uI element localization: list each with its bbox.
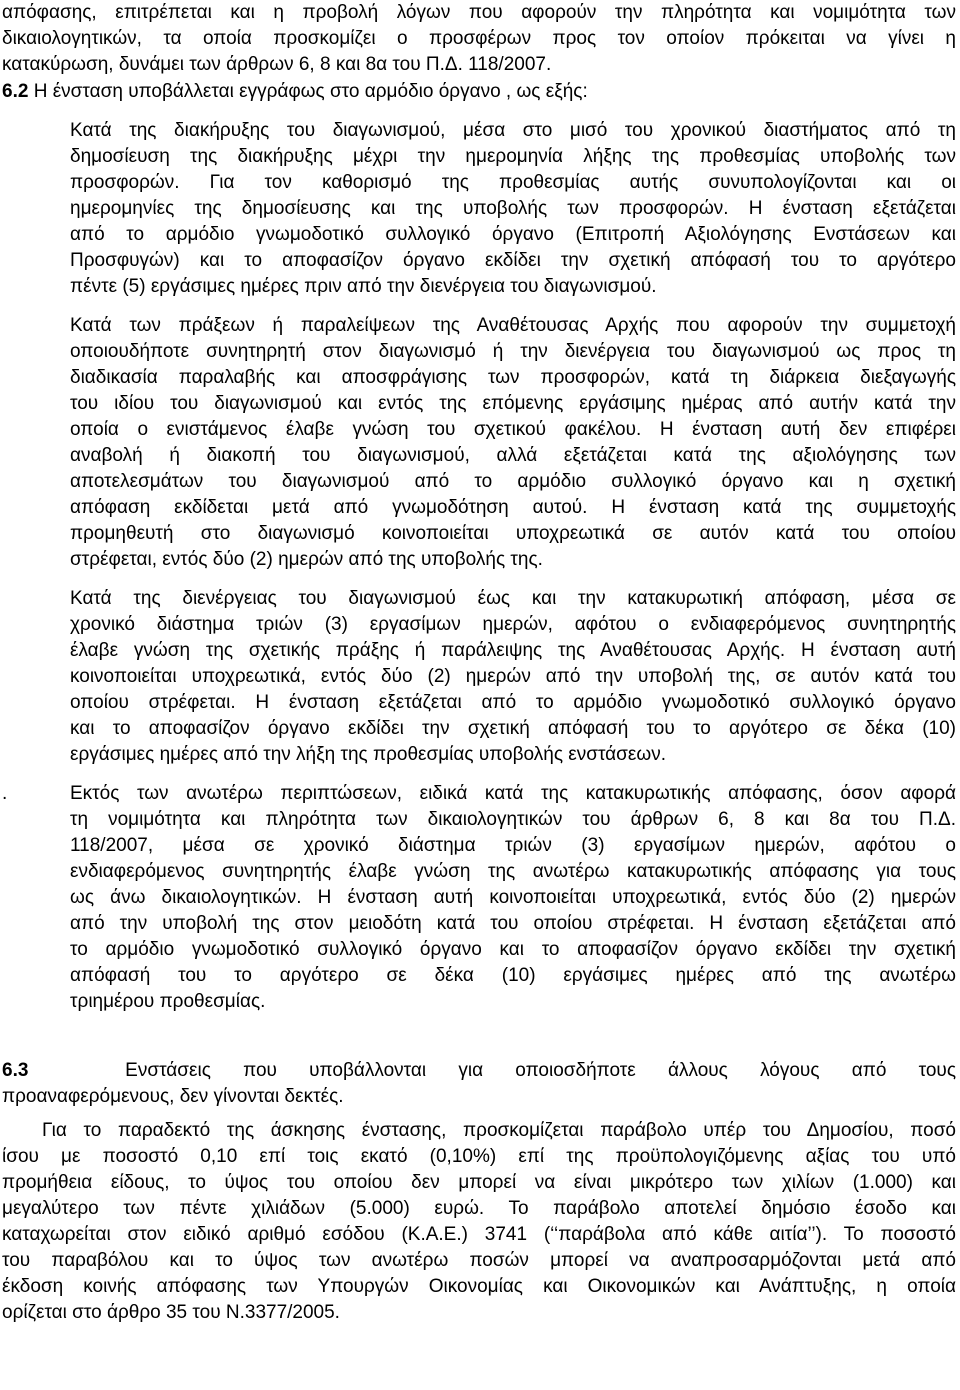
text-line: κατακύρωση, δυνάμει των άρθρων 6, 8 και 8α του Π.Δ. 118/2007. <box>2 54 552 75</box>
text-line: Κατά των πράξεων ή παραλείψεων της Αναθέτουσας Αρχής που αφορούν την συμμετοχή <box>70 315 956 336</box>
section-number: 6.2 <box>2 81 29 102</box>
text-line: του παραβόλου και το ύψος των ανωτέρω ποσών μπορεί να αναπροσαρμόζονται μετά από <box>2 1250 956 1271</box>
text-line: τη νομιμότητα και πληρότητα των δικαιολογητικών του άρθρων 6, 8 και 8α του Π.Δ. <box>70 809 956 830</box>
text-line: 118/2007, μέσα σε χρονικό διάστημα τριών (3) εργασίμων ημερών, αφότου ο <box>70 835 956 856</box>
text-line: στρέφεται, εντός δύο (2) ημερών από της υποβολής της. <box>70 549 543 570</box>
text-line: εργάσιμες ημέρες από την λήξη της προθεσμίας υποβολής ενστάσεων. <box>70 744 666 765</box>
text-line: διαδικασία παραλαβής και αποσφράγισης των προσφορών, κατά τη διάρκεια διεξαγωγής <box>70 367 956 388</box>
text-line: οποίου στρέφεται. Η ένσταση εξετάζεται από το αρμόδιο γνωμοδοτικό συλλογικό όργανο <box>70 692 956 713</box>
text-line: αναβολή ή διακοπή του διαγωνισμού, αλλά εξετάζεται κατά της αξιολόγησης των <box>70 445 956 466</box>
text-line: μεγαλύτερο των πέντε χιλιάδων (5.000) ευρώ. Το παράβολο αποτελεί δημόσιο έσοδο και <box>2 1198 956 1219</box>
list-marker: . <box>2 783 8 804</box>
text-line: αποτελεσμάτων του διαγωνισμού από το αρμόδιο συλλογικό όργανο και η σχετική <box>70 471 956 492</box>
text-line: από την υποβολή της στον μειοδότη κατά του οποίου στρέφεται. Η ένσταση εξετάζεται από <box>70 913 956 934</box>
text-line: καταχωρείται στον ειδικό αριθμό εσόδου (Κ.Α.Ε.) 3741 (‘‘παράβολα από κάθε αιτία’’). Το ποσοστό <box>2 1224 956 1245</box>
text-line: Εκτός των ανωτέρω περιπτώσεων, ειδικά κατά της κατακυρωτικής απόφασης, όσον αφορά <box>70 783 956 804</box>
text-line: προμηθευτή στο διαγωνισμό κοινοποιείται υποχρεωτικά σε αυτόν κατά του οποίου <box>70 523 956 544</box>
text-line: του ιδίου του διαγωνισμού και εντός της επόμενης εργάσιμης ημέρας από αυτήν κατά την <box>70 393 956 414</box>
text-line: από το αρμόδιο γνωμοδοτικό συλλογικό όργανο (Επιτροπή Αξιολόγησης Ενστάσεων και <box>70 224 956 245</box>
text-line: απόφαση εκδίδεται μετά από γνωμοδότηση αυτού. Η ένσταση κατά της συμμετοχής <box>70 497 956 518</box>
text-line: δημοσίευση της διακήρυξης μέχρι την ημερομηνία λήξης της προθεσμίας υποβολής των <box>70 146 956 167</box>
text-line: έκδοση κοινής απόφασης των Υπουργών Οικονομίας και Οικονομικών και Ανάπτυξης, η οποία <box>2 1276 956 1297</box>
text-line: Προσφυγών) και το αποφασίζον όργανο εκδίδει την σχετική απόφασή του το αργότερο <box>70 250 956 271</box>
text-line: οποιουδήποτε συνητηρητή στον διαγωνισμό ή την διενέργεια του διαγωνισμού ως προς τη <box>70 341 956 362</box>
text-line: ορίζεται στο άρθρο 35 του Ν.3377/2005. <box>2 1302 340 1323</box>
text-line: ημερομηνίες της δημοσίευσης και της υποβολής των προσφορών. Η ένσταση εξετάζεται <box>70 198 956 219</box>
text-line: ίσου με ποσοστό 0,10 επί τοις εκατό (0,10%) επί της προϋπολογιζόμενης αξίας του υπό <box>2 1146 956 1167</box>
text-line: δικαιολογητικών, τα οποία προσκομίζει ο προσφέρων προς τον οποίον πρόκειται να γίνει η <box>2 28 956 49</box>
text-line: κοινοποιείται υποχρεωτικά, εντός δύο (2) ημερών από την υποβολή της, σε αυτόν κατά του <box>70 666 956 687</box>
text-line: απόφασης, επιτρέπεται και η προβολή λόγων που αφορούν την πληρότητα και νομιμότητα των <box>2 2 956 23</box>
text-line: Κατά της διακήρυξης του διαγωνισμού, μέσα στο μισό του χρονικού διαστήματος από τη <box>70 120 956 141</box>
text-line: προμήθεια είδους, το ύψος του οποίου δεν μπορεί να είναι μικρότερο των χιλίων (1.000) και <box>2 1172 956 1193</box>
text-line: οποία ο ενιστάμενος έλαβε γνώση του σχετικού φακέλου. Η ένσταση αυτή δεν επιφέρει <box>70 419 956 440</box>
text-line: πέντε (5) εργάσιμες ημέρες πριν από την διενέργεια του διαγωνισμού. <box>70 276 657 297</box>
text-line: τριημέρου προθεσμίας. <box>70 991 266 1012</box>
section-number: 6.3 <box>2 1060 29 1081</box>
text-line: Κατά της διενέργειας του διαγωνισμού έως και την κατακυρωτική απόφαση, μέσα σε <box>70 588 956 609</box>
section-heading-6-3: 6.3 Ενστάσεις που υποβάλλονται για οποιοσδήποτε άλλους λόγους από τους <box>2 1060 956 1081</box>
text-line: ενδιαφερόμενος συνητηρητής έλαβε γνώση της ανωτέρω κατακυρωτικής απόφασης για τους <box>70 861 956 882</box>
text-line: Για το παραδεκτό της άσκησης ένστασης, προσκομίζεται παράβολο υπέρ του Δημοσίου, ποσό <box>42 1120 956 1141</box>
text-line: έλαβε γνώση της σχετικής πράξης ή παράλειψης της Αναθέτουσας Αρχής. Η ένσταση αυτή <box>70 640 956 661</box>
text-line: προσφορών. Για τον καθορισμό της προθεσμίας αυτής συνυπολογίζονται και οι <box>70 172 956 193</box>
text-line: και το αποφασίζον όργανο εκδίδει την σχετική απόφασή του το αργότερο σε δέκα (10) <box>70 718 956 739</box>
section-heading-6-2: 6.2 Η ένσταση υποβάλλεται εγγράφως στο αρμόδιο όργανο , ως εξής: <box>2 81 588 102</box>
text-line: προαναφερόμενους, δεν γίνονται δεκτές. <box>2 1086 344 1107</box>
text-line: το αρμόδιο γνωμοδοτικό συλλογικό όργανο και το αποφασίζον όργανο εκδίδει την σχετική <box>70 939 956 960</box>
text-line: απόφασή του το αργότερο σε δέκα (10) εργάσιμες ημέρες από της ανωτέρω <box>70 965 956 986</box>
text-line: χρονικό διάστημα τριών (3) εργασίμων ημερών, αφότου ο ενδιαφερόμενος συνητηρητής <box>70 614 956 635</box>
text-line: ως άνω δικαιολογητικών. Η ένσταση αυτή κοινοποιείται υποχρεωτικά, εντός δύο (2) ημερών <box>70 887 956 908</box>
